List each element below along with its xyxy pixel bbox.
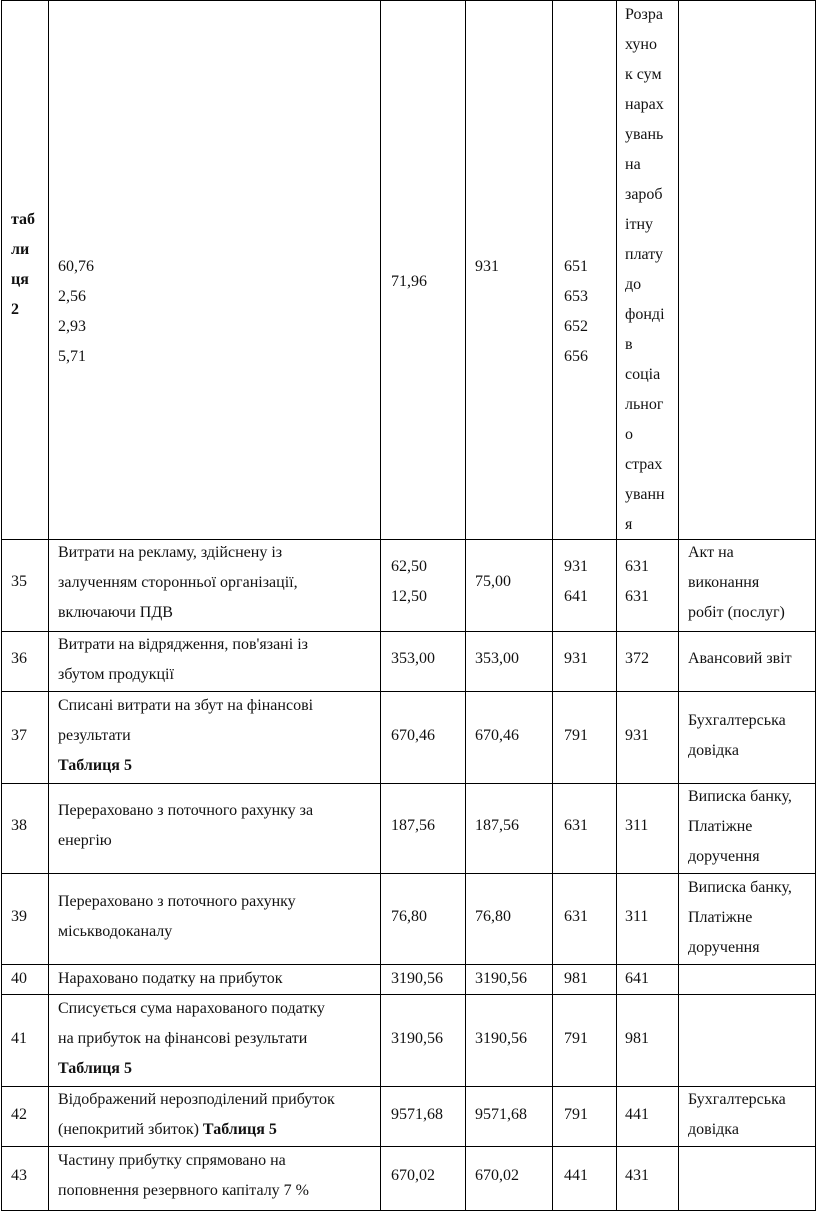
row-number: 38 bbox=[11, 817, 27, 834]
doc-line: до bbox=[625, 276, 642, 293]
debit-account: 631 bbox=[564, 908, 588, 925]
desc-line bbox=[58, 1115, 335, 1145]
doc-line: хуно bbox=[625, 36, 657, 53]
operation-description bbox=[58, 1146, 309, 1206]
doc-line: доручення bbox=[688, 939, 760, 956]
rule bbox=[465, 0, 466, 1211]
ref-line: таб bbox=[11, 211, 36, 228]
amount: 9571,68 bbox=[391, 1106, 443, 1123]
doc-line: уванн bbox=[625, 486, 665, 503]
doc-line: увань bbox=[625, 126, 664, 143]
rule bbox=[380, 0, 381, 1211]
total: 670,46 bbox=[475, 727, 519, 744]
total: 9571,68 bbox=[475, 1106, 527, 1123]
operation-description bbox=[58, 887, 296, 947]
row-number: 35 bbox=[11, 573, 27, 590]
doc-line: зароб bbox=[625, 186, 663, 203]
amount: 5,71 bbox=[58, 348, 86, 365]
document-basis bbox=[625, 0, 665, 540]
doc-line: Розра bbox=[625, 6, 663, 23]
desc-line: Частину прибутку спрямовано на bbox=[58, 1152, 286, 1169]
desc-line: збутом продукції bbox=[58, 666, 174, 683]
desc-line: Витрати на рекламу, здійснену із bbox=[58, 544, 283, 561]
desc-line: на прибуток на фінансові результати bbox=[58, 1030, 308, 1047]
doc-line: соціа bbox=[625, 366, 661, 383]
desc-line: Перераховано з поточного рахунку за bbox=[58, 802, 314, 819]
operation-description bbox=[58, 691, 313, 781]
ref-line: 2 bbox=[11, 301, 19, 318]
doc-line: Бухгалтерська bbox=[688, 1091, 786, 1108]
doc-line: льног bbox=[625, 396, 664, 413]
ref-line: ли bbox=[11, 241, 30, 258]
credit-account: 631 bbox=[625, 588, 649, 605]
doc-line: о bbox=[625, 426, 633, 443]
rule bbox=[1, 0, 816, 1]
rule bbox=[552, 0, 553, 1211]
row-number: 37 bbox=[11, 727, 27, 744]
doc-line: ітну bbox=[625, 216, 653, 233]
amount: 2,56 bbox=[58, 288, 86, 305]
amount: 187,56 bbox=[391, 817, 435, 834]
credit-account: 311 bbox=[625, 817, 649, 834]
desc-line: Витрати на відрядження, пов'язані із bbox=[58, 636, 308, 653]
rule bbox=[1, 1210, 816, 1211]
row-number: 43 bbox=[11, 1167, 27, 1184]
doc-line: робіт (послуг) bbox=[688, 604, 785, 621]
document-basis bbox=[688, 538, 785, 628]
doc-line: виконання bbox=[688, 574, 760, 591]
desc-line: Перераховано з поточного рахунку bbox=[58, 893, 296, 910]
doc-line: нарах bbox=[625, 96, 664, 113]
amount: 2,93 bbox=[58, 318, 86, 335]
total: 76,80 bbox=[475, 908, 511, 925]
credit-account: 431 bbox=[625, 1167, 649, 1184]
operation-description bbox=[58, 796, 313, 856]
debit-account: 791 bbox=[564, 1030, 588, 1047]
desc-line: залученням сторонньої організації, bbox=[58, 574, 298, 591]
desc-line: результати bbox=[58, 727, 131, 744]
credit-account: 311 bbox=[625, 908, 649, 925]
debit-account: 981 bbox=[564, 970, 588, 987]
credit-account: 372 bbox=[625, 650, 649, 667]
credit-account: 653 bbox=[564, 288, 588, 305]
amount: 62,50 bbox=[391, 558, 427, 575]
operation-description bbox=[58, 538, 298, 628]
credit-accounts bbox=[564, 252, 588, 372]
credit-account: 652 bbox=[564, 318, 588, 335]
table-reference: Таблиця 5 bbox=[58, 757, 132, 774]
desc-line: включаючи ПДВ bbox=[58, 604, 173, 621]
credit-accounts bbox=[625, 552, 649, 612]
doc-line: Виписка банку, bbox=[688, 788, 792, 805]
operation-description bbox=[58, 994, 325, 1084]
rule bbox=[678, 0, 679, 1211]
debit-account: 931 bbox=[475, 258, 499, 275]
debit-account: 631 bbox=[564, 817, 588, 834]
amount: 3190,56 bbox=[391, 970, 443, 987]
credit-account: 656 bbox=[564, 348, 588, 365]
total: 75,00 bbox=[475, 573, 511, 590]
desc-line: поповнення резервного капіталу 7 % bbox=[58, 1182, 309, 1199]
rule bbox=[616, 0, 617, 1211]
desc-line: Відображений нерозподілений прибуток bbox=[58, 1091, 335, 1108]
debit-accounts bbox=[564, 552, 588, 612]
rule bbox=[1, 0, 2, 1211]
credit-account: 641 bbox=[625, 970, 649, 987]
row-number: 41 bbox=[11, 1030, 27, 1047]
desc-line: міськводоканалу bbox=[58, 923, 173, 940]
amount: 76,80 bbox=[391, 908, 427, 925]
doc-line: в bbox=[625, 336, 633, 353]
ref-line: ця bbox=[11, 271, 29, 288]
doc-line: к сум bbox=[625, 66, 662, 83]
row-number: 39 bbox=[11, 908, 27, 925]
total: 353,00 bbox=[475, 650, 519, 667]
document-basis bbox=[688, 706, 786, 766]
journal-table bbox=[1, 0, 816, 1214]
credit-account: 631 bbox=[625, 558, 649, 575]
operation-description: Нараховано податку на прибуток bbox=[58, 970, 283, 987]
amount: 670,46 bbox=[391, 727, 435, 744]
desc-line: енергію bbox=[58, 832, 112, 849]
total: 3190,56 bbox=[475, 1030, 527, 1047]
debit-account: 791 bbox=[564, 1106, 588, 1123]
total: 3190,56 bbox=[475, 970, 527, 987]
table-reference: Таблиця 5 bbox=[58, 1060, 132, 1077]
table-reference: Таблиця 5 bbox=[202, 1121, 277, 1138]
amount-list bbox=[58, 252, 94, 372]
amount: 353,00 bbox=[391, 650, 435, 667]
amount: 3190,56 bbox=[391, 1030, 443, 1047]
document-basis: Авансовий звіт bbox=[688, 650, 792, 667]
debit-account: 791 bbox=[564, 727, 588, 744]
credit-account: 931 bbox=[625, 727, 649, 744]
desc-text: (непокритий збиток) bbox=[58, 1121, 199, 1138]
document-basis bbox=[688, 873, 792, 963]
doc-line: страх bbox=[625, 456, 663, 473]
doc-line: довідка bbox=[688, 742, 739, 759]
debit-account: 641 bbox=[564, 588, 588, 605]
total: 71,96 bbox=[391, 273, 427, 290]
amount: 60,76 bbox=[58, 258, 94, 275]
amount: 12,50 bbox=[391, 588, 427, 605]
doc-line: я bbox=[625, 516, 633, 533]
doc-line: доручення bbox=[688, 848, 760, 865]
operation-description bbox=[58, 1085, 335, 1145]
document-basis bbox=[688, 782, 792, 872]
total: 187,56 bbox=[475, 817, 519, 834]
row-ref bbox=[11, 205, 35, 325]
desc-line: Списані витрати на збут на фінансові bbox=[58, 697, 314, 714]
credit-account: 651 bbox=[564, 258, 588, 275]
doc-line: Бухгалтерська bbox=[688, 712, 786, 729]
doc-line: фонді bbox=[625, 306, 665, 323]
operation-description bbox=[58, 630, 308, 690]
credit-account: 441 bbox=[625, 1106, 649, 1123]
row-number: 40 bbox=[11, 970, 27, 987]
desc-line: Списується сума нарахованого податку bbox=[58, 1000, 325, 1017]
total: 670,02 bbox=[475, 1167, 519, 1184]
doc-line: на bbox=[625, 156, 641, 173]
doc-line: Платіжне bbox=[688, 909, 753, 926]
debit-account: 441 bbox=[564, 1167, 588, 1184]
doc-line: плату bbox=[625, 246, 664, 263]
document-basis bbox=[688, 1085, 786, 1145]
doc-line: Виписка банку, bbox=[688, 879, 792, 896]
row-number: 42 bbox=[11, 1106, 27, 1123]
amount-list bbox=[391, 552, 427, 612]
doc-line: довідка bbox=[688, 1121, 739, 1138]
debit-account: 931 bbox=[564, 650, 588, 667]
debit-account: 931 bbox=[564, 558, 588, 575]
amount: 670,02 bbox=[391, 1167, 435, 1184]
doc-line: Платіжне bbox=[688, 818, 753, 835]
doc-line: Акт на bbox=[688, 544, 734, 561]
rule bbox=[48, 0, 49, 1211]
credit-account: 981 bbox=[625, 1030, 649, 1047]
row-number: 36 bbox=[11, 650, 27, 667]
